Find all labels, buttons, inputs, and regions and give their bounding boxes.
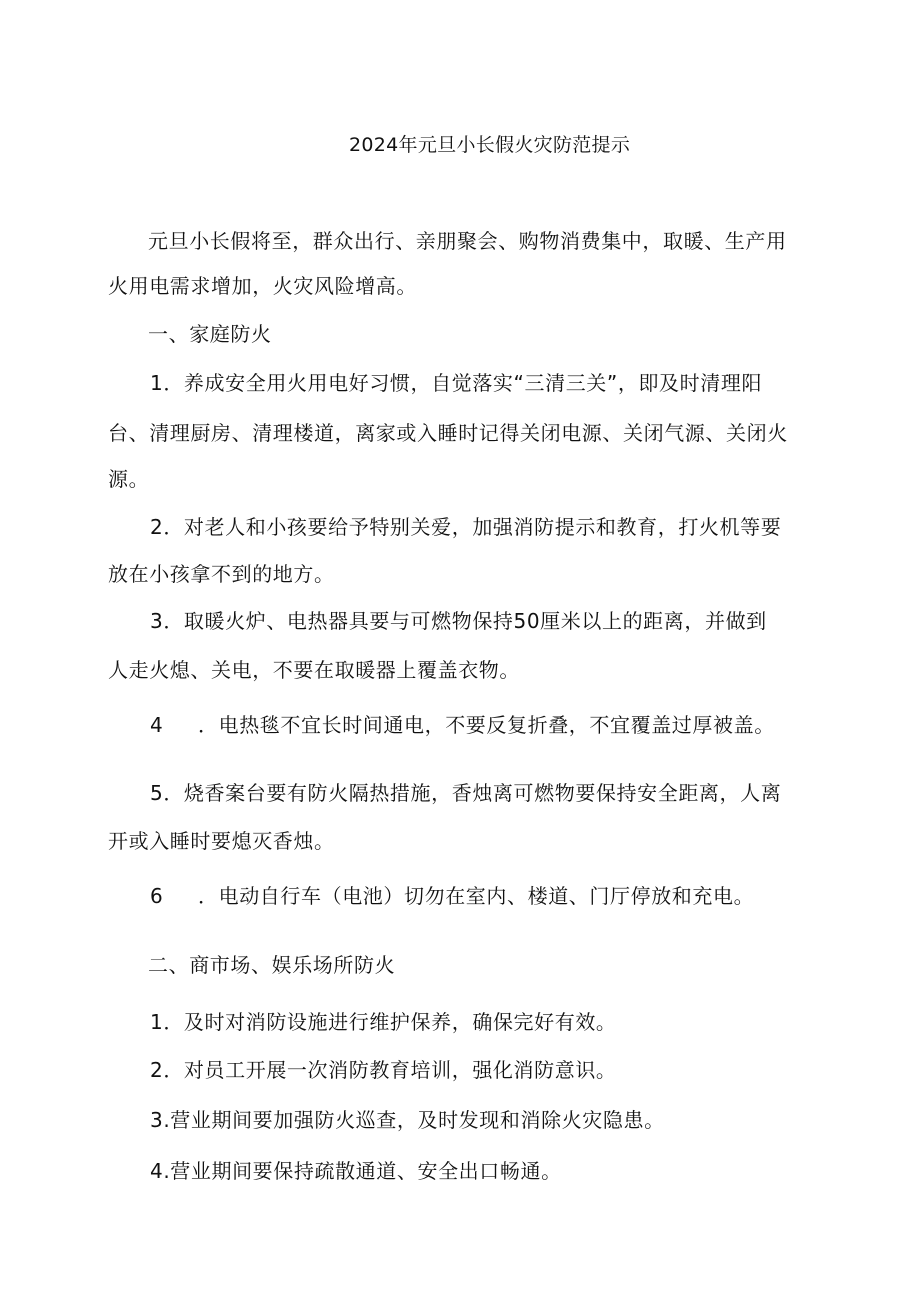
list-item <box>150 369 762 397</box>
list-item <box>150 1008 617 1036</box>
intro-line-1: 元旦小长假将至，群众出行、亲朋聚会、购物消费集中，取暖、生产用 <box>148 229 787 253</box>
intro-line-2: 火用电需求增加，火灾风险增高。 <box>108 274 417 298</box>
item-text: ．电热毯不宜长时间通电，不要反复折叠，不宜覆盖过厚被盖。 <box>198 713 775 737</box>
list-item <box>150 882 754 910</box>
item-number: 4 <box>150 713 164 737</box>
item-number: 6 <box>150 884 164 908</box>
list-item <box>150 779 781 807</box>
section-heading-home: 一、家庭防火 <box>148 322 272 346</box>
item-text: ．对老人和小孩要给予特别关爱，加强消防提示和教育，打火机等要 <box>163 515 782 539</box>
list-item <box>150 1106 665 1134</box>
item-number: 1 <box>150 1010 164 1034</box>
item-number: 5 <box>150 781 164 805</box>
list-item <box>150 513 781 541</box>
item-text: ．烧香案台要有防火隔热措施，香烛离可燃物要保持安全距离，人离 <box>163 781 782 805</box>
item-text: .营业期间要保持疏散通道、安全出口畅通。 <box>163 1159 562 1183</box>
item-continuation: 人走火熄、关电，不要在取暖器上覆盖衣物。 <box>108 658 520 682</box>
list-item <box>150 1157 562 1185</box>
item-number: 4 <box>150 1159 164 1183</box>
list-item <box>150 711 775 739</box>
item-text: ．对员工开展一次消防教育培训，强化消防意识。 <box>163 1058 617 1082</box>
item-text: ．取暖火炉、电热器具要与可燃物保持50厘米以上的距离，并做到 <box>163 609 767 633</box>
item-text: ．及时对消防设施进行维护保养，确保完好有效。 <box>163 1010 617 1034</box>
item-text: .营业期间要加强防火巡查，及时发现和消除火灾隐患。 <box>163 1108 665 1132</box>
item-number: 3 <box>150 609 164 633</box>
item-continuation: 放在小孩拿不到的地方。 <box>108 562 335 586</box>
item-number: 3 <box>150 1108 164 1132</box>
item-continuation: 台、清理厨房、清理楼道，离家或入睡时记得关闭电源、关闭气源、关闭火 <box>108 421 788 445</box>
item-number: 2 <box>150 515 164 539</box>
item-continuation: 源。 <box>108 467 150 491</box>
document-title: 2024年元旦小长假火灾防范提示 <box>349 134 631 156</box>
item-number: 1 <box>150 371 164 395</box>
list-item <box>150 607 767 635</box>
item-number: 2 <box>150 1058 164 1082</box>
list-item <box>150 1056 617 1084</box>
section-heading-venues: 二、商市场、娱乐场所防火 <box>148 953 396 977</box>
item-continuation: 开或入睡时要熄灭香烛。 <box>108 829 335 853</box>
item-text: ．养成安全用火用电好习惯，自觉落实“三清三关”，即及时清理阳 <box>163 371 763 395</box>
item-text: ．电动自行车（电池）切勿在室内、楼道、门厅停放和充电。 <box>198 884 755 908</box>
